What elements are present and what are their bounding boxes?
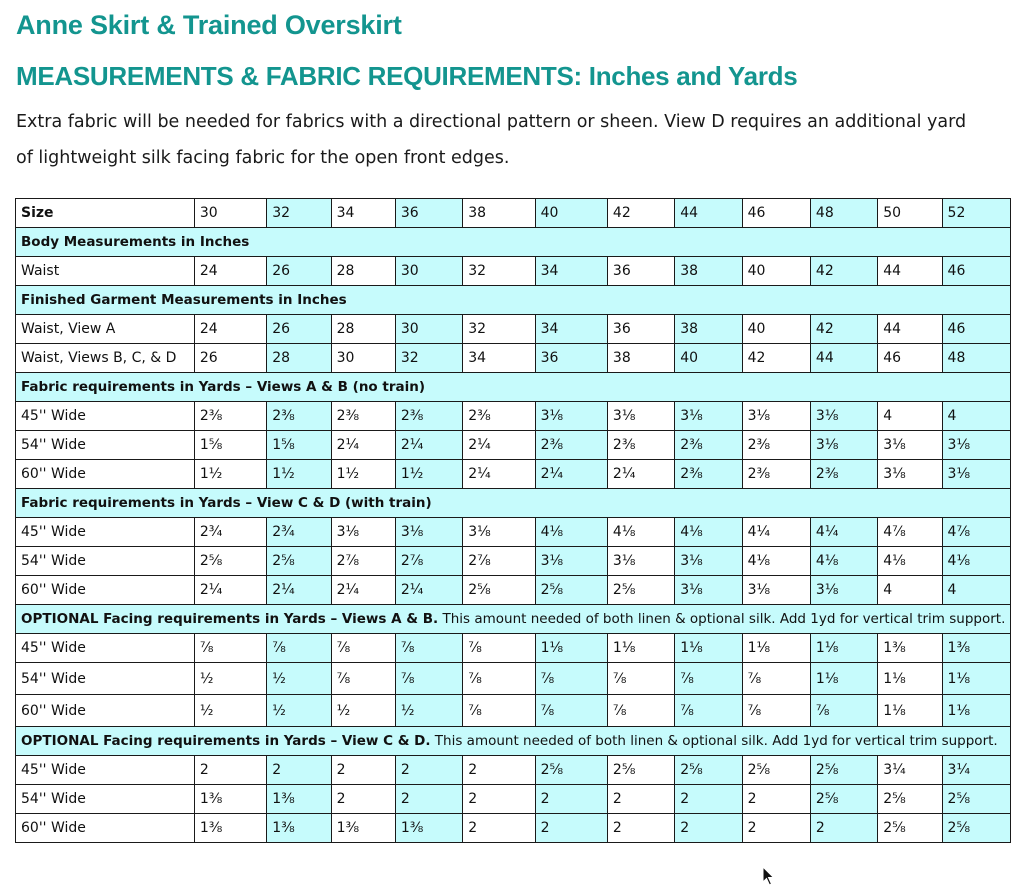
value-cell: 2⅝ [535, 576, 607, 605]
value-cell: 4⅛ [742, 547, 810, 576]
value-cell: 2¼ [463, 460, 535, 489]
value-cell: ½ [395, 695, 462, 727]
value-cell: ⅞ [535, 663, 607, 695]
size-cell: 34 [331, 199, 395, 228]
value-cell: ⅞ [675, 663, 742, 695]
value-cell: ⅞ [675, 695, 742, 727]
value-cell: 1½ [395, 460, 462, 489]
value-cell: 3⅛ [535, 402, 607, 431]
section-heading-text: Fabric requirements in Yards – Views A & B (no train) [21, 379, 426, 395]
value-cell: 2 [675, 785, 742, 814]
size-cell: 42 [607, 199, 674, 228]
value-cell: 2⅜ [267, 402, 331, 431]
row-label-cell: 54'' Wide [16, 663, 195, 695]
row-label-cell: Waist [16, 257, 195, 286]
value-cell: 36 [535, 344, 607, 373]
section-heading-row [16, 489, 1011, 518]
row-label-cell: 54'' Wide [16, 785, 195, 814]
value-cell: ⅞ [463, 663, 535, 695]
value-cell: 42 [810, 257, 877, 286]
value-cell: 3⅛ [810, 431, 877, 460]
value-cell: 2 [742, 785, 810, 814]
value-cell: 2¼ [535, 460, 607, 489]
value-cell: 28 [267, 344, 331, 373]
value-cell: 2 [463, 785, 535, 814]
value-cell: 40 [742, 257, 810, 286]
value-cell: 2 [463, 756, 535, 785]
section-heading [16, 286, 1011, 315]
value-cell: 4 [878, 402, 942, 431]
value-cell: 2⅝ [267, 547, 331, 576]
value-cell: ⅞ [194, 634, 266, 663]
value-cell: 4⅞ [878, 518, 942, 547]
value-cell: 2⅜ [331, 402, 395, 431]
size-cell: 46 [742, 199, 810, 228]
value-cell: 1⅜ [942, 634, 1010, 663]
value-cell: 2⅝ [675, 756, 742, 785]
value-cell: 2⅜ [810, 460, 877, 489]
value-cell: 1⅜ [395, 814, 462, 843]
section-heading [16, 489, 1011, 518]
size-cell: 30 [194, 199, 266, 228]
value-cell: 26 [267, 257, 331, 286]
table-row [16, 518, 1011, 547]
value-cell: 2¼ [331, 431, 395, 460]
value-cell: 2⅝ [810, 756, 877, 785]
section-heading-row [16, 228, 1011, 257]
value-cell: 32 [395, 344, 462, 373]
row-label-cell: 60'' Wide [16, 576, 195, 605]
value-cell: 2¼ [331, 576, 395, 605]
value-cell: 4⅞ [942, 518, 1010, 547]
mouse-pointer-icon [762, 866, 776, 886]
table-row [16, 634, 1011, 663]
measurements-table [15, 198, 1011, 843]
value-cell: 1⅛ [535, 634, 607, 663]
value-cell: 1⅝ [194, 431, 266, 460]
value-cell: 2 [331, 756, 395, 785]
table-row [16, 402, 1011, 431]
value-cell: 3⅛ [675, 402, 742, 431]
value-cell: 2⅜ [675, 431, 742, 460]
table-row [16, 460, 1011, 489]
value-cell: 2 [810, 814, 877, 843]
section-heading-row [16, 373, 1011, 402]
table-row [16, 576, 1011, 605]
section-heading-text: Finished Garment Measurements in Inches [21, 292, 347, 308]
value-cell: 3⅛ [395, 518, 462, 547]
value-cell: 1⅜ [331, 814, 395, 843]
row-label-cell: Waist, Views B, C, & D [16, 344, 195, 373]
value-cell: 3⅛ [878, 460, 942, 489]
value-cell: 3⅛ [742, 402, 810, 431]
value-cell: 26 [267, 315, 331, 344]
value-cell: 4⅛ [535, 518, 607, 547]
value-cell: 1⅛ [607, 634, 674, 663]
value-cell: 2 [535, 785, 607, 814]
value-cell: 2⅜ [742, 460, 810, 489]
size-cell: 32 [267, 199, 331, 228]
value-cell: 2⅞ [463, 547, 535, 576]
value-cell: ⅞ [395, 663, 462, 695]
value-cell: 1⅜ [878, 634, 942, 663]
section-heading-row [16, 286, 1011, 315]
value-cell: 42 [742, 344, 810, 373]
value-cell: 34 [463, 344, 535, 373]
value-cell: 2¼ [395, 576, 462, 605]
section-heading-text: OPTIONAL Facing requirements in Yards – View C & D. [21, 733, 431, 749]
value-cell: 2 [742, 814, 810, 843]
value-cell: 3⅛ [810, 576, 877, 605]
size-cell: 48 [810, 199, 877, 228]
value-cell: ⅞ [395, 634, 462, 663]
value-cell: 38 [607, 344, 674, 373]
value-cell: ⅞ [463, 634, 535, 663]
value-cell: 1⅜ [194, 785, 266, 814]
value-cell: 2⅝ [878, 814, 942, 843]
value-cell: ½ [267, 663, 331, 695]
table-row [16, 695, 1011, 727]
value-cell: 3⅛ [742, 576, 810, 605]
value-cell: 2¼ [463, 431, 535, 460]
page-subtitle: MEASUREMENTS & FABRIC REQUIREMENTS: Inches and Yards [16, 61, 798, 91]
value-cell: ½ [194, 695, 266, 727]
value-cell: ⅞ [535, 695, 607, 727]
value-cell: 3⅛ [942, 460, 1010, 489]
value-cell: 40 [742, 315, 810, 344]
value-cell: ⅞ [267, 634, 331, 663]
value-cell: 4⅛ [607, 518, 674, 547]
section-heading-text: Fabric requirements in Yards – View C & D (with train) [21, 495, 432, 511]
value-cell: 1⅝ [267, 431, 331, 460]
row-label-cell: 54'' Wide [16, 431, 195, 460]
value-cell: 2⅞ [331, 547, 395, 576]
value-cell: 38 [675, 257, 742, 286]
value-cell: 2¼ [267, 576, 331, 605]
value-cell: 2⅝ [607, 756, 674, 785]
value-cell: 28 [331, 257, 395, 286]
value-cell: 1⅛ [942, 695, 1010, 727]
value-cell: 36 [607, 257, 674, 286]
row-label-cell: 45'' Wide [16, 402, 195, 431]
value-cell: 26 [194, 344, 266, 373]
table-row [16, 431, 1011, 460]
row-label-cell: 54'' Wide [16, 547, 195, 576]
value-cell: 3⅛ [331, 518, 395, 547]
value-cell: 3⅛ [607, 402, 674, 431]
value-cell: 2⅝ [942, 785, 1010, 814]
value-cell: 1⅜ [267, 814, 331, 843]
section-heading-note: This amount needed of both linen & optional silk. Add 1yd for vertical trim support. [430, 733, 998, 749]
section-heading [16, 727, 1011, 756]
value-cell: 2⅝ [535, 756, 607, 785]
value-cell: ⅞ [607, 663, 674, 695]
row-label-cell: 60'' Wide [16, 814, 195, 843]
value-cell: 3⅛ [675, 576, 742, 605]
value-cell: 3⅛ [675, 547, 742, 576]
value-cell: ⅞ [810, 695, 877, 727]
value-cell: ⅞ [607, 695, 674, 727]
value-cell: 42 [810, 315, 877, 344]
value-cell: 4 [942, 402, 1010, 431]
section-heading-row [16, 727, 1011, 756]
value-cell: 24 [194, 257, 266, 286]
size-cell: 44 [675, 199, 742, 228]
value-cell: 40 [675, 344, 742, 373]
size-cell: 52 [942, 199, 1010, 228]
value-cell: 4¼ [810, 518, 877, 547]
value-cell: 44 [810, 344, 877, 373]
section-heading-note: This amount needed of both linen & optional silk. Add 1yd for vertical trim support. [438, 611, 1006, 627]
value-cell: 1⅛ [742, 634, 810, 663]
size-label-cell: Size [16, 199, 195, 228]
value-cell: 4⅛ [942, 547, 1010, 576]
table-row [16, 344, 1011, 373]
row-label-cell: 60'' Wide [16, 460, 195, 489]
value-cell: 1⅜ [267, 785, 331, 814]
value-cell: 4⅛ [878, 547, 942, 576]
table-row [16, 663, 1011, 695]
table-row [16, 756, 1011, 785]
section-heading [16, 605, 1011, 634]
value-cell: 1⅛ [942, 663, 1010, 695]
value-cell: 2 [607, 814, 674, 843]
value-cell: ⅞ [331, 663, 395, 695]
value-cell: ⅞ [742, 695, 810, 727]
value-cell: 2⅝ [194, 547, 266, 576]
value-cell: 38 [675, 315, 742, 344]
value-cell: 32 [463, 257, 535, 286]
row-label-cell: 45'' Wide [16, 518, 195, 547]
value-cell: 2 [463, 814, 535, 843]
value-cell: 1⅛ [878, 695, 942, 727]
value-cell: 3⅛ [878, 431, 942, 460]
value-cell: 2¾ [267, 518, 331, 547]
value-cell: 1⅛ [675, 634, 742, 663]
value-cell: 2⅝ [878, 785, 942, 814]
value-cell: 4¼ [742, 518, 810, 547]
value-cell: 2⅜ [742, 431, 810, 460]
row-label-cell: 60'' Wide [16, 695, 195, 727]
size-cell: 36 [395, 199, 462, 228]
table-row [16, 785, 1011, 814]
value-cell: 2⅜ [395, 402, 462, 431]
size-cell: 38 [463, 199, 535, 228]
value-cell: 4 [878, 576, 942, 605]
value-cell: ⅞ [463, 695, 535, 727]
section-heading-row [16, 605, 1011, 634]
value-cell: 2 [267, 756, 331, 785]
value-cell: 1⅛ [878, 663, 942, 695]
measurements-table-body [16, 199, 1011, 843]
value-cell: 2 [535, 814, 607, 843]
value-cell: 2⅝ [607, 576, 674, 605]
value-cell: 2⅜ [535, 431, 607, 460]
value-cell: 2 [331, 785, 395, 814]
value-cell: 2⅜ [194, 402, 266, 431]
value-cell: 1⅛ [810, 634, 877, 663]
value-cell: 4⅛ [810, 547, 877, 576]
value-cell: 2 [395, 785, 462, 814]
value-cell: ⅞ [742, 663, 810, 695]
row-label-cell: 45'' Wide [16, 756, 195, 785]
value-cell: 2⅞ [395, 547, 462, 576]
value-cell: 2¼ [395, 431, 462, 460]
value-cell: 36 [607, 315, 674, 344]
section-heading [16, 373, 1011, 402]
value-cell: 1½ [331, 460, 395, 489]
value-cell: 30 [395, 315, 462, 344]
value-cell: 46 [878, 344, 942, 373]
value-cell: 3⅛ [942, 431, 1010, 460]
value-cell: 2¾ [194, 518, 266, 547]
value-cell: 3⅛ [463, 518, 535, 547]
value-cell: 46 [942, 257, 1010, 286]
value-cell: 48 [942, 344, 1010, 373]
value-cell: 4⅛ [675, 518, 742, 547]
size-cell: 50 [878, 199, 942, 228]
value-cell: 1½ [194, 460, 266, 489]
table-row [16, 257, 1011, 286]
value-cell: 2⅜ [463, 402, 535, 431]
value-cell: 30 [331, 344, 395, 373]
intro-paragraph: Extra fabric will be needed for fabrics with a directional pattern or sheen. View D requires an additional yard of lightweight silk facing fabric for the open front edges. [16, 112, 967, 168]
value-cell: ½ [267, 695, 331, 727]
table-row [16, 315, 1011, 344]
value-cell: 1⅛ [810, 663, 877, 695]
value-cell: 30 [395, 257, 462, 286]
value-cell: 44 [878, 315, 942, 344]
value-cell: 46 [942, 315, 1010, 344]
size-cell: 40 [535, 199, 607, 228]
row-label-cell: 45'' Wide [16, 634, 195, 663]
table-row [16, 814, 1011, 843]
value-cell: 2⅝ [742, 756, 810, 785]
value-cell: 3¼ [942, 756, 1010, 785]
value-cell: 2⅝ [942, 814, 1010, 843]
row-label-cell: Waist, View A [16, 315, 195, 344]
value-cell: 2 [607, 785, 674, 814]
section-heading-text: Body Measurements in Inches [21, 234, 250, 250]
value-cell: 2⅝ [463, 576, 535, 605]
value-cell: 1½ [267, 460, 331, 489]
value-cell: 2¼ [194, 576, 266, 605]
value-cell: 44 [878, 257, 942, 286]
value-cell: ⅞ [331, 634, 395, 663]
value-cell: 2⅝ [810, 785, 877, 814]
value-cell: 2 [194, 756, 266, 785]
value-cell: 34 [535, 257, 607, 286]
value-cell: 3⅛ [535, 547, 607, 576]
value-cell: 3⅛ [810, 402, 877, 431]
value-cell: 32 [463, 315, 535, 344]
page-title: Anne Skirt & Trained Overskirt [16, 10, 402, 40]
value-cell: 2 [395, 756, 462, 785]
section-heading [16, 228, 1011, 257]
value-cell: ½ [194, 663, 266, 695]
value-cell: 34 [535, 315, 607, 344]
value-cell: 3⅛ [607, 547, 674, 576]
value-cell: 2 [675, 814, 742, 843]
value-cell: 2¼ [607, 460, 674, 489]
size-row [16, 199, 1011, 228]
table-row [16, 547, 1011, 576]
section-heading-text: OPTIONAL Facing requirements in Yards – Views A & B. [21, 611, 439, 627]
value-cell: ½ [331, 695, 395, 727]
value-cell: 4 [942, 576, 1010, 605]
value-cell: 24 [194, 315, 266, 344]
value-cell: 3¼ [878, 756, 942, 785]
value-cell: 2⅜ [607, 431, 674, 460]
value-cell: 28 [331, 315, 395, 344]
value-cell: 2⅜ [675, 460, 742, 489]
value-cell: 1⅜ [194, 814, 266, 843]
